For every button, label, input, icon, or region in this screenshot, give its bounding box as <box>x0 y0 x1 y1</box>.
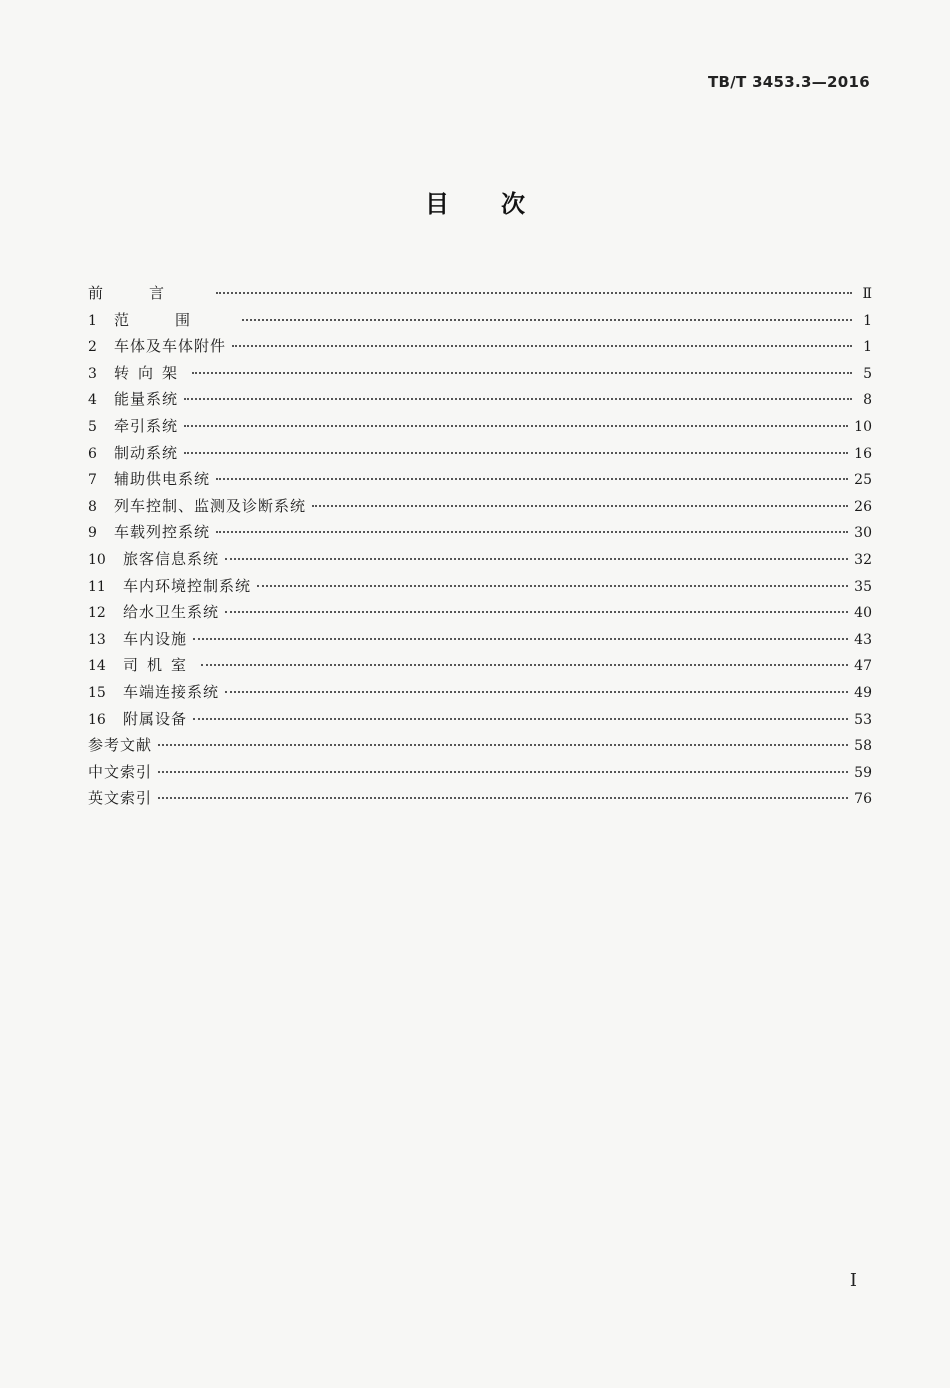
toc-entry-label: 车内环境控制系统 <box>123 576 252 595</box>
toc-entry-1[interactable] <box>88 307 872 334</box>
toc-entry-number: 8 <box>88 498 97 515</box>
toc-entry-references[interactable] <box>88 732 872 759</box>
dot-leader <box>216 531 848 533</box>
toc-entry-page: 8 <box>863 392 872 409</box>
toc-entry-number: 13 <box>88 631 106 648</box>
toc-entry-label: 附属设备 <box>123 709 188 728</box>
toc-entry-page: Ⅱ <box>862 286 872 302</box>
toc-entry-15[interactable] <box>88 679 872 706</box>
toc-entry-page: 32 <box>854 551 872 568</box>
toc-entry-label: 辅助供电系统 <box>114 470 211 489</box>
toc-entry-page: 30 <box>854 525 872 542</box>
toc-entry-chinese-index[interactable] <box>88 759 872 786</box>
toc-entry-page: 10 <box>854 418 872 435</box>
toc-entry-label: 给水卫生系统 <box>123 603 220 622</box>
toc-entry-number: 4 <box>88 392 97 409</box>
toc-entry-label: 转向架 <box>114 363 187 382</box>
dot-leader <box>193 638 848 640</box>
dot-leader <box>192 372 852 374</box>
toc-entry-label: 车载列控系统 <box>114 523 211 542</box>
dot-leader <box>225 691 848 693</box>
toc-entry-page: 5 <box>863 365 872 382</box>
dot-leader <box>158 797 848 799</box>
toc-entry-page: 58 <box>854 738 872 755</box>
dot-leader <box>257 585 848 587</box>
toc-entry-label: 中文索引 <box>88 762 153 781</box>
toc-entry-number: 2 <box>88 339 97 356</box>
toc-entry-label: 旅客信息系统 <box>123 549 220 568</box>
toc-entry-2[interactable] <box>88 333 872 360</box>
toc-entry-label: 车内设施 <box>123 629 188 648</box>
dot-leader <box>184 425 848 427</box>
toc-entry-number: 11 <box>88 578 106 595</box>
toc-entry-page: 1 <box>863 339 872 356</box>
toc-entry-page: 40 <box>854 605 872 622</box>
toc-entry-number: 12 <box>88 605 106 622</box>
toc-entry-page: 43 <box>854 631 872 648</box>
dot-leader <box>312 505 848 507</box>
toc-entry-page: 16 <box>854 445 872 462</box>
toc-entry-5[interactable] <box>88 413 872 440</box>
toc-entry-number: 9 <box>88 525 97 542</box>
toc-entry-6[interactable] <box>88 440 872 467</box>
toc-entry-number: 16 <box>88 711 106 728</box>
toc-entry-3[interactable] <box>88 360 872 387</box>
table-of-contents <box>88 280 872 812</box>
toc-entry-number: 6 <box>88 445 97 462</box>
toc-entry-11[interactable] <box>88 573 872 600</box>
toc-entry-number: 14 <box>88 658 106 675</box>
toc-entry-label: 车体及车体附件 <box>114 337 227 356</box>
dot-leader <box>158 771 848 773</box>
toc-entry-9[interactable] <box>88 519 872 546</box>
dot-leader <box>232 345 852 347</box>
toc-entry-number: 5 <box>88 418 97 435</box>
toc-entry-13[interactable] <box>88 626 872 653</box>
toc-entry-page: 76 <box>854 791 872 808</box>
page-title: 目次 <box>425 190 577 218</box>
dot-leader <box>158 744 848 746</box>
toc-entry-number: 1 <box>88 312 97 329</box>
dot-leader <box>225 558 848 560</box>
toc-entry-label: 制动系统 <box>114 443 179 462</box>
toc-entry-label: 前言 <box>88 284 211 302</box>
toc-entry-10[interactable] <box>88 546 872 573</box>
toc-entry-page: 49 <box>854 684 872 701</box>
toc-entry-4[interactable] <box>88 386 872 413</box>
dot-leader <box>216 478 848 480</box>
dot-leader <box>201 664 848 666</box>
toc-entry-page: 47 <box>854 658 872 675</box>
dot-leader <box>184 452 848 454</box>
toc-entry-page: 59 <box>854 764 872 781</box>
toc-entry-14[interactable] <box>88 652 872 679</box>
toc-entry-page: 26 <box>854 498 872 515</box>
toc-entry-number: 3 <box>88 365 97 382</box>
toc-entry-foreword[interactable] <box>88 280 872 307</box>
toc-entry-page: 53 <box>854 711 872 728</box>
dot-leader <box>184 398 852 400</box>
toc-entry-label: 司机室 <box>123 656 196 675</box>
toc-entry-12[interactable] <box>88 599 872 626</box>
toc-entry-number: 15 <box>88 684 106 701</box>
toc-entry-number: 10 <box>88 551 106 568</box>
toc-entry-page: 1 <box>863 312 872 329</box>
toc-entry-7[interactable] <box>88 466 872 493</box>
toc-entry-number: 7 <box>88 472 97 489</box>
toc-entry-label: 英文索引 <box>88 789 153 808</box>
dot-leader <box>242 319 852 321</box>
dot-leader <box>193 718 848 720</box>
dot-leader <box>216 292 852 294</box>
page-number: I <box>849 1270 857 1291</box>
toc-entry-page: 25 <box>854 472 872 489</box>
toc-entry-label: 车端连接系统 <box>123 682 220 701</box>
toc-entry-label: 范围 <box>114 310 237 329</box>
toc-entry-label: 牵引系统 <box>114 416 179 435</box>
toc-entry-label: 参考文献 <box>88 736 153 755</box>
toc-entry-label: 列车控制、监测及诊断系统 <box>114 496 307 515</box>
toc-entry-page: 35 <box>854 578 872 595</box>
standard-code: TB/T 3453.3—2016 <box>707 73 870 91</box>
toc-entry-label: 能量系统 <box>114 390 179 409</box>
toc-entry-16[interactable] <box>88 706 872 733</box>
dot-leader <box>225 611 848 613</box>
toc-entry-english-index[interactable] <box>88 785 872 812</box>
toc-entry-8[interactable] <box>88 493 872 520</box>
